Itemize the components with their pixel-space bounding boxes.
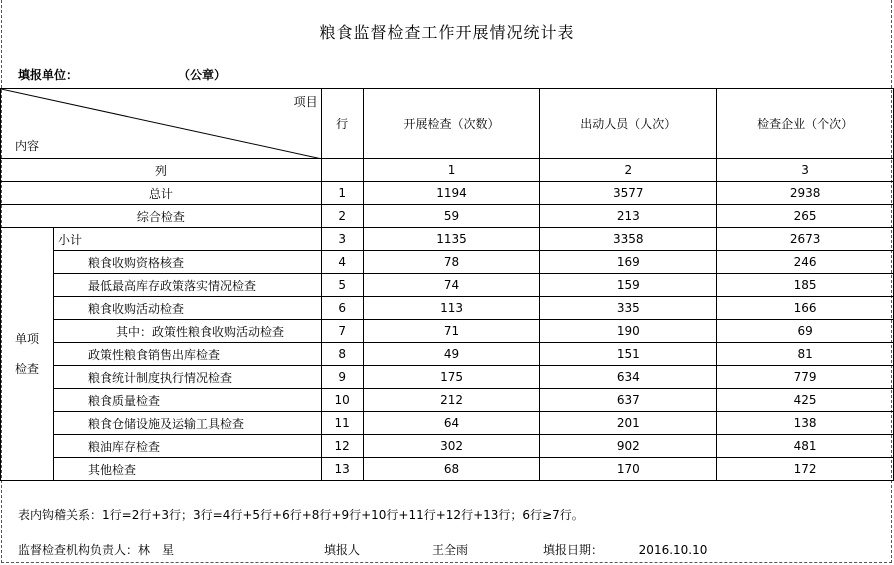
row-name: 小计 (53, 228, 321, 251)
value-inspections: 59 (363, 205, 540, 228)
row-name: 粮食统计制度执行情况检查 (53, 366, 321, 389)
row-number: 9 (321, 366, 363, 389)
row-number: 11 (321, 412, 363, 435)
value-enterprises: 425 (717, 389, 894, 412)
value-personnel: 213 (540, 205, 717, 228)
diagonal-line (1, 89, 322, 159)
reporting-unit-label: 填报单位： (18, 68, 79, 82)
report-title: 粮食监督检查工作开展情况统计表 (319, 23, 575, 42)
row-number: 3 (321, 228, 363, 251)
value-personnel: 335 (540, 297, 717, 320)
head-signature (18, 541, 174, 558)
column-index-3: 3 (717, 159, 894, 182)
row-name: 总计 (1, 182, 322, 205)
table-row (1, 412, 894, 435)
filler-label: 填报人 (324, 543, 361, 557)
value-enterprises: 166 (717, 297, 894, 320)
column-index-row (1, 159, 894, 182)
value-enterprises: 138 (717, 412, 894, 435)
row-number: 5 (321, 274, 363, 297)
row-name: 其他检查 (53, 458, 321, 481)
value-inspections: 49 (363, 343, 540, 366)
date-value: 2016.10.10 (638, 543, 708, 557)
value-inspections: 78 (363, 251, 540, 274)
group-label-line1: 单项 (15, 332, 40, 346)
value-enterprises: 2673 (717, 228, 894, 251)
column-index-blank (321, 159, 363, 182)
row-number: 13 (321, 458, 363, 481)
column-index-1: 1 (363, 159, 540, 182)
seal-label: （公章） (178, 68, 227, 82)
value-personnel: 151 (540, 343, 717, 366)
table-row (1, 205, 894, 228)
row-number: 10 (321, 389, 363, 412)
row-name: 粮食收购活动检查 (53, 297, 321, 320)
column-header-enterprises: 检查企业（个次） (717, 89, 894, 159)
table-row (1, 182, 894, 205)
value-inspections: 113 (363, 297, 540, 320)
value-personnel: 637 (540, 389, 717, 412)
value-personnel: 902 (540, 435, 717, 458)
single-inspection-group-label (1, 228, 54, 481)
reporting-unit-row (18, 66, 227, 83)
value-enterprises: 481 (717, 435, 894, 458)
value-inspections: 175 (363, 366, 540, 389)
value-enterprises: 81 (717, 343, 894, 366)
value-inspections: 302 (363, 435, 540, 458)
value-personnel: 170 (540, 458, 717, 481)
statistics-table (0, 88, 894, 481)
value-inspections: 1194 (363, 182, 540, 205)
table-row (1, 320, 894, 343)
row-name: 最低最高库存政策落实情况检查 (53, 274, 321, 297)
row-number: 4 (321, 251, 363, 274)
row-name: 综合检查 (1, 205, 322, 228)
row-number: 8 (321, 343, 363, 366)
value-inspections: 212 (363, 389, 540, 412)
table-row (1, 389, 894, 412)
table-row (1, 366, 894, 389)
row-name: 粮食仓储设施及运输工具检查 (53, 412, 321, 435)
row-name: 政策性粮食销售出库检查 (53, 343, 321, 366)
row-number: 1 (321, 182, 363, 205)
column-header-personnel: 出动人员（人次） (540, 89, 717, 159)
row-number-header: 行 (321, 89, 363, 159)
group-label-line2: 检查 (15, 362, 40, 376)
column-index-label: 列 (1, 159, 322, 182)
value-personnel: 159 (540, 274, 717, 297)
value-enterprises: 69 (717, 320, 894, 343)
value-personnel: 190 (540, 320, 717, 343)
table-row (1, 251, 894, 274)
head-label: 监督检查机构负责人： (18, 543, 139, 557)
value-personnel: 634 (540, 366, 717, 389)
value-enterprises: 246 (717, 251, 894, 274)
value-inspections: 1135 (363, 228, 540, 251)
head-name: 林 星 (138, 543, 175, 557)
column-index-2: 2 (540, 159, 717, 182)
value-enterprises: 779 (717, 366, 894, 389)
content-header-label: 内容 (15, 139, 40, 153)
value-personnel: 201 (540, 412, 717, 435)
value-inspections: 68 (363, 458, 540, 481)
value-personnel: 169 (540, 251, 717, 274)
value-personnel: 3358 (540, 228, 717, 251)
row-name: 粮食质量检查 (53, 389, 321, 412)
value-personnel: 3577 (540, 182, 717, 205)
value-inspections: 71 (363, 320, 540, 343)
table-row (1, 458, 894, 481)
table-row (1, 297, 894, 320)
value-enterprises: 2938 (717, 182, 894, 205)
filler-name: 王全雨 (432, 543, 469, 557)
value-enterprises: 185 (717, 274, 894, 297)
value-inspections: 64 (363, 412, 540, 435)
table-row (1, 435, 894, 458)
consistency-rule-note: 表内钩稽关系：1行=2行+3行；3行=4行+5行+6行+8行+9行+10行+11行+12行+13行；6行≥7行。 (18, 508, 584, 522)
row-name: 其中：政策性粮食收购活动检查 (53, 320, 321, 343)
table-row (1, 274, 894, 297)
table-row (1, 228, 894, 251)
row-name: 粮油库存检查 (53, 435, 321, 458)
row-number: 2 (321, 205, 363, 228)
row-name: 粮食收购资格核查 (53, 251, 321, 274)
column-header-inspections: 开展检查（次数） (363, 89, 540, 159)
fill-date (543, 541, 707, 558)
date-label: 填报日期： (543, 543, 604, 557)
row-number: 12 (321, 435, 363, 458)
table-header-row (1, 89, 894, 159)
row-number: 7 (321, 320, 363, 343)
value-inspections: 74 (363, 274, 540, 297)
diagonal-header-cell (1, 89, 322, 159)
value-enterprises: 172 (717, 458, 894, 481)
row-number: 6 (321, 297, 363, 320)
item-header-label: 项目 (293, 95, 318, 109)
table-row (1, 343, 894, 366)
value-enterprises: 265 (717, 205, 894, 228)
